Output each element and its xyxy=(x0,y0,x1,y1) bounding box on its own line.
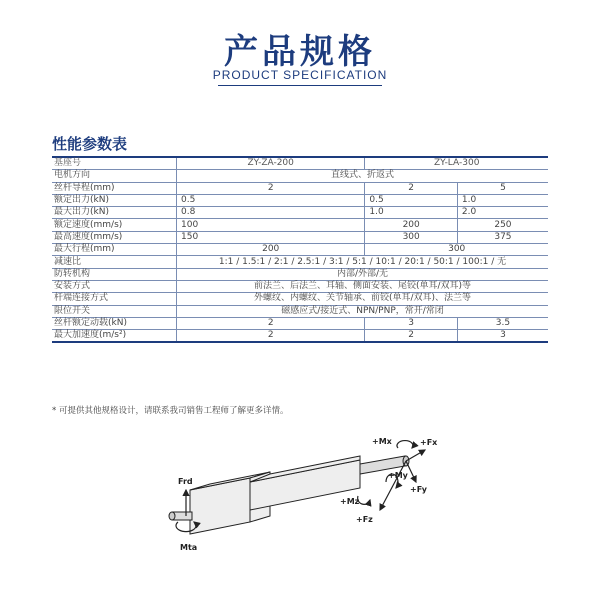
label-mta: Mta xyxy=(180,543,198,552)
row-label: 杆端连接方式 xyxy=(52,293,177,305)
row-label: 最大加速度(m/s²) xyxy=(52,330,177,343)
table-cell: 1.0 xyxy=(457,194,548,206)
label-fx: +Fx xyxy=(420,438,438,447)
actuator-body xyxy=(169,456,409,534)
table-cell: 2.0 xyxy=(457,207,548,219)
table-cell: ZY-ZA-200 xyxy=(177,157,365,170)
row-label: 最大出力(kN) xyxy=(52,207,177,219)
table-cell: 3 xyxy=(457,330,548,343)
table-cell: 150 xyxy=(177,231,365,243)
footnote: * 可提供其他规格设计，请联系我司销售工程师了解更多详情。 xyxy=(52,406,289,416)
table-row xyxy=(52,330,548,343)
table-cell: 375 xyxy=(457,231,548,243)
table-cell: 2 xyxy=(365,330,458,343)
table-cell: 1:1 / 1.5:1 / 2:1 / 2.5:1 / 3:1 / 5:1 / 10:1 / 20:1 / 50:1 / 100:1 / 无 xyxy=(177,256,549,268)
table-cell: 直线式、折返式 xyxy=(177,170,549,182)
table-cell: 2 xyxy=(365,182,458,194)
label-frd: Frd xyxy=(178,477,193,486)
table-row xyxy=(52,317,548,329)
table-row xyxy=(52,157,548,170)
table-row xyxy=(52,280,548,292)
table-row xyxy=(52,293,548,305)
row-label: 防转机构 xyxy=(52,268,177,280)
table-cell: 内部/外部/无 xyxy=(177,268,549,280)
table-row xyxy=(52,256,548,268)
label-fz: +Fz xyxy=(356,515,373,524)
table-cell: 2 xyxy=(177,330,365,343)
label-my: +My xyxy=(388,471,408,480)
table-cell: 磁感应式/接近式、NPN/PNP，常开/常闭 xyxy=(177,305,549,317)
table-cell: 2 xyxy=(177,317,365,329)
table-cell: 300 xyxy=(365,231,458,243)
table-row xyxy=(52,194,548,206)
page-title: 产品规格 xyxy=(224,32,376,72)
table-row xyxy=(52,305,548,317)
row-label: 丝杆导程(mm) xyxy=(52,182,177,194)
table-cell: 1.0 xyxy=(365,207,458,219)
row-label: 基座号 xyxy=(52,157,177,170)
table-cell: 300 xyxy=(365,244,548,256)
table-cell: 3 xyxy=(365,317,458,329)
section-title: 性能参数表 xyxy=(52,135,128,153)
table-row xyxy=(52,182,548,194)
table-cell: 200 xyxy=(177,244,365,256)
row-label: 额定速度(mm/s) xyxy=(52,219,177,231)
table-cell: 0.5 xyxy=(177,194,365,206)
row-label: 最大行程(mm) xyxy=(52,244,177,256)
row-label: 限位开关 xyxy=(52,305,177,317)
table-cell: 2 xyxy=(177,182,365,194)
table-cell: 200 xyxy=(365,219,458,231)
table-cell: 5 xyxy=(457,182,548,194)
table-row xyxy=(52,244,548,256)
table-cell: 前法兰、后法兰、耳轴、侧面安装、尾铰(单耳/双耳)等 xyxy=(177,280,549,292)
table-cell: 100 xyxy=(177,219,365,231)
spec-table xyxy=(52,156,548,343)
table-row xyxy=(52,231,548,243)
table-row xyxy=(52,170,548,182)
table-row xyxy=(52,219,548,231)
title-underline xyxy=(218,85,382,86)
row-label: 电机方向 xyxy=(52,170,177,182)
row-label: 减速比 xyxy=(52,256,177,268)
table-cell: 3.5 xyxy=(457,317,548,329)
table-cell: 250 xyxy=(457,219,548,231)
table-cell: 0.8 xyxy=(177,207,365,219)
label-fy: +Fy xyxy=(410,485,427,494)
row-label: 丝杆额定动载(kN) xyxy=(52,317,177,329)
table-cell: 0.5 xyxy=(365,194,458,206)
row-label: 最高速度(mm/s) xyxy=(52,231,177,243)
label-mx: +Mx xyxy=(372,437,392,446)
row-label: 安装方式 xyxy=(52,280,177,292)
table-row xyxy=(52,207,548,219)
actuator-load-diagram xyxy=(150,430,450,560)
row-label: 额定出力(kN) xyxy=(52,194,177,206)
table-cell: 外螺纹、内螺纹、关节轴承、前铰(单耳/双耳)、法兰等 xyxy=(177,293,549,305)
label-mz: +Mz xyxy=(340,497,360,506)
page-subtitle: PRODUCT SPECIFICATION xyxy=(212,68,388,82)
table-row xyxy=(52,268,548,280)
table-cell: ZY-LA-300 xyxy=(365,157,548,170)
